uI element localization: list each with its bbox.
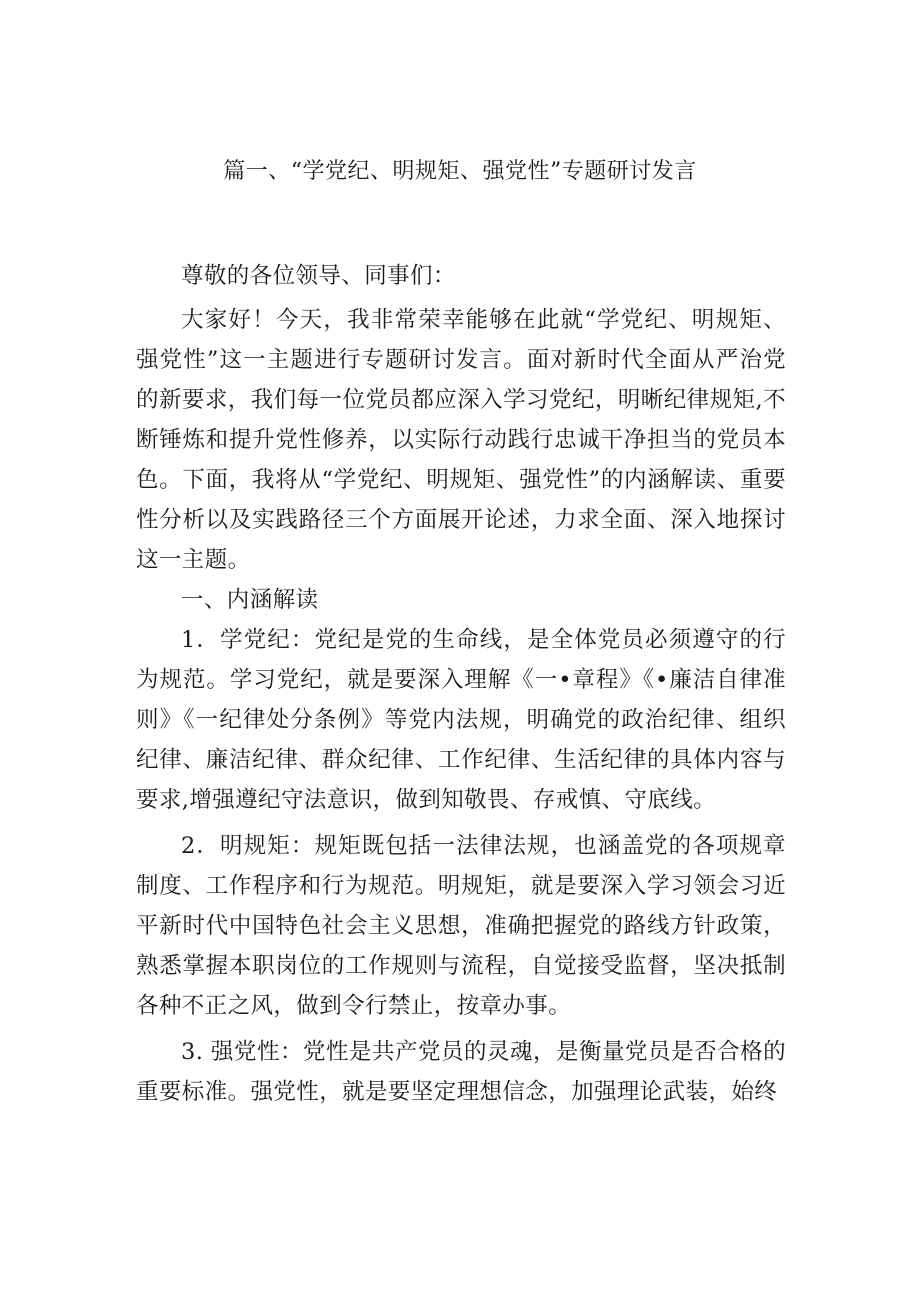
- section-heading-1: 一、内涵解读: [181, 587, 319, 613]
- document-body: [136, 256, 786, 1112]
- point-1-paragraph: 1．学党纪：党纪是党的生命线，是全体党员必须遵守的行为规范。学习党纪，就是要深入理解《一•章程》《•廉洁自律准则》《一纪律处分条例》等党内法规，明确党的政治纪律、组织纪律、廉洁纪律、群众纪律、工作纪律、生活纪律的具体内容与要求,增强遵纪守法意识，做到知敬畏、存戒慎、守底线。: [136, 627, 786, 813]
- salutation: 尊敬的各位领导、同事们：: [181, 263, 456, 289]
- point-3-paragraph: 3. 强党性：党性是共产党员的灵魂，是衡量党员是否合格的重要标准。强党性，就是要坚定理想信念，加强理论武装，始终: [136, 1039, 786, 1105]
- point-2-paragraph: 2．明规矩：规矩既包括一法律法规，也涵盖党的各项规章制度、工作程序和行为规范。明规矩，就是要深入学习领会习近平新时代中国特色社会主义思想，准确把握党的路线方针政策，熟悉掌握本职岗位的工作规则与流程，自觉接受监督，坚决抵制各种不正之风，做到令行禁止，按章办事。: [136, 833, 786, 1019]
- intro-paragraph: 大家好！今天，我非常荣幸能够在此就“学党纪、明规矩、强党性”这一主题进行专题研讨发言。面对新时代全面从严治党的新要求，我们每一位党员都应深入学习党纪，明晰纪律规矩,不断锤炼和提升党性修养，以实际行动践行忠诚干净担当的党员本色。下面，我将从“学党纪、明规矩、强党性”的内涵解读、重要性分析以及实践路径三个方面展开论述，力求全面、深入地探讨这一主题。: [136, 307, 786, 573]
- document-title: 篇一、“学党纪、明规矩、强党性”专题研讨发言: [223, 159, 697, 184]
